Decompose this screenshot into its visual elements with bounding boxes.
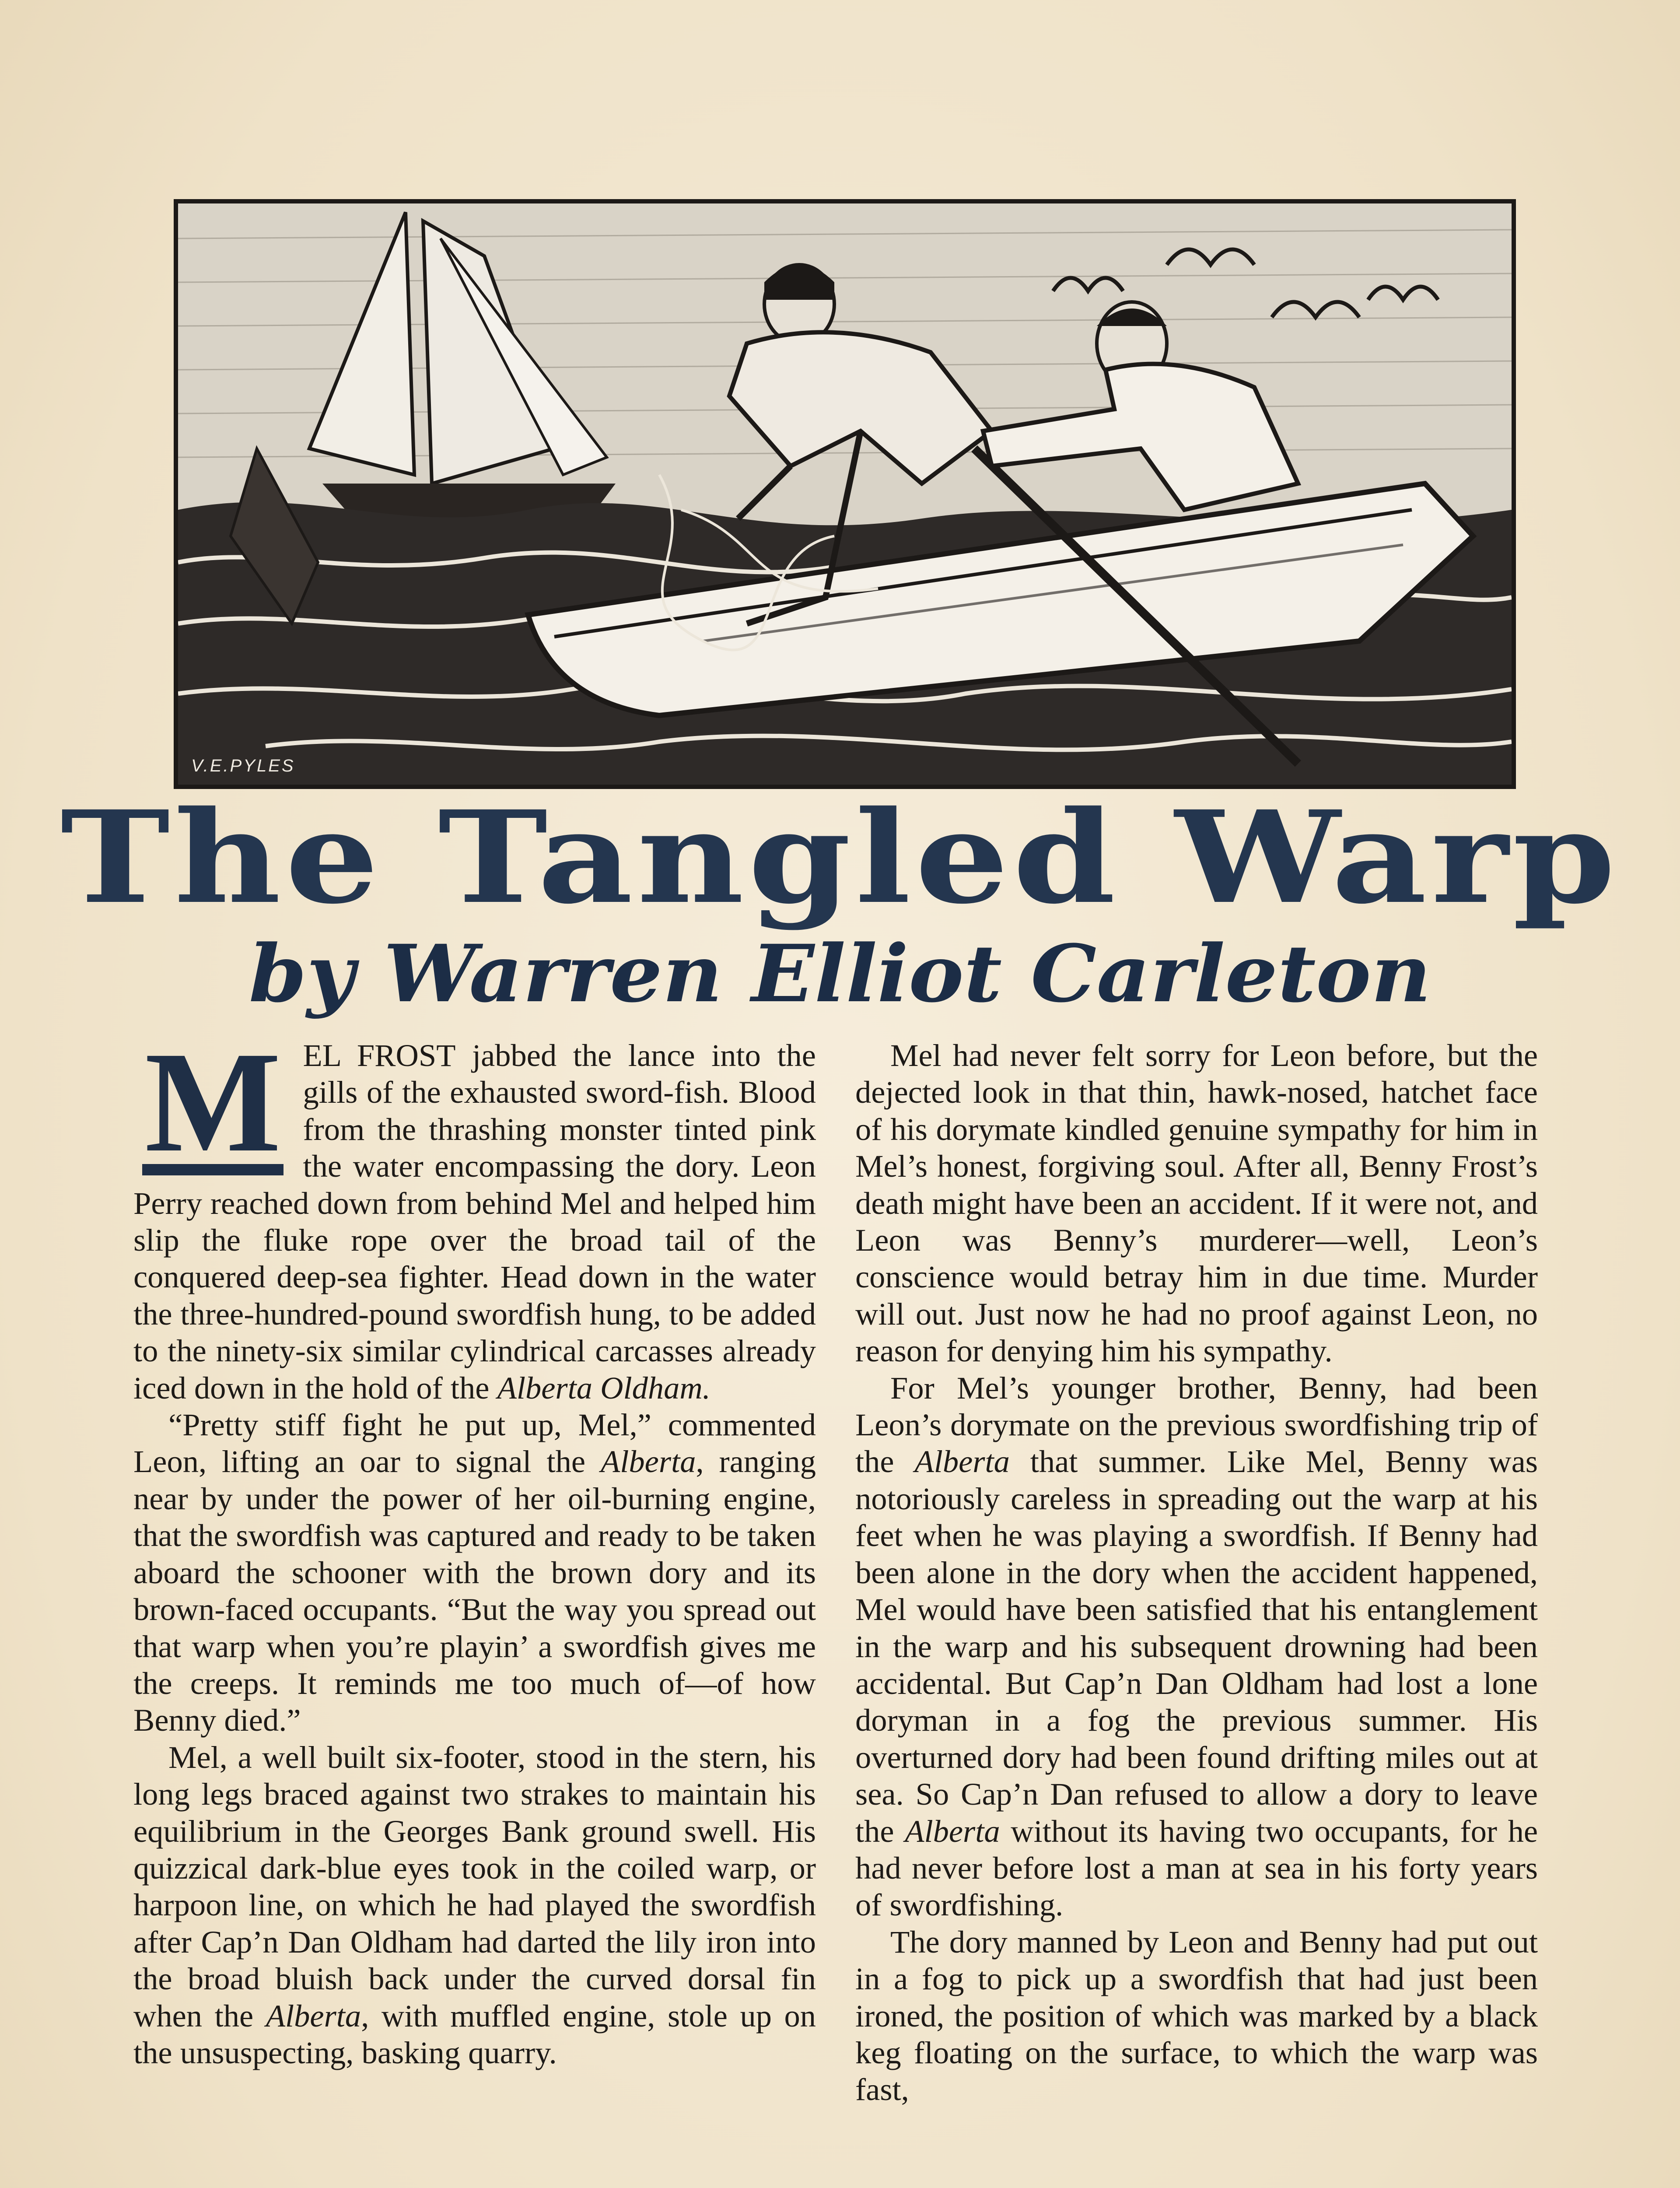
lead-in: EL FROST: [303, 1038, 456, 1073]
paragraph-1: [133, 1022, 816, 1406]
story-title: The Tangled Warp: [60, 783, 1620, 932]
ship-name: Alberta: [914, 1444, 1010, 1480]
drop-cap: M: [142, 1043, 284, 1175]
ship-name: Alberta: [905, 1813, 1000, 1849]
paragraph-5-text-c: without its having two occupants, for he had never before lost a man at sea in his forty years of swordfishing.: [855, 1813, 1538, 1923]
header-illustration: [174, 199, 1516, 789]
paragraph-2-text-b: , ranging near by under the power of her oil-burning engine, that the swordfish was captured and ready to be taken aboard the schooner with the brown dory and its brown-faced occupants. “But the way you spread out that warp when you’re playin’ a swordfish gives me the creeps. It reminds me too much of—of how Benny died.”: [133, 1444, 816, 1738]
artist-signature: V.E.PYLES: [191, 756, 295, 775]
paragraph-5-text-a: For Mel’s younger brother, Benny, had been Leon’s dorymate on the previous swordfishing trip of the: [855, 1370, 1538, 1480]
ship-name: Alberta: [601, 1444, 696, 1480]
fishing-scene-icon: [178, 203, 1512, 785]
paragraph-2: [133, 1406, 816, 1739]
article-column-right: [855, 1037, 1538, 2108]
paragraph-3-text-b: , with muffled engine, stole up on the unsuspecting, basking quarry.: [133, 1998, 816, 2070]
paragraph-2-text-a: “Pretty stiff fight he put up, Mel,” commented Leon, lifting an oar to signal the: [133, 1407, 816, 1480]
paragraph-3-text-a: Mel, a well built six-footer, stood in the stern, his long legs braced against two strakes to maintain his equilibrium in the Georges Bank ground swell. His quizzical dark-blue eyes took in the coiled warp, or harpoon line, on which he had played the swordfish after Cap’n Dan Oldham had darted the lily iron into the broad bluish back under the curved dorsal fin when the: [133, 1739, 816, 2034]
author-byline: by Warren Elliot Carleton: [248, 928, 1432, 1020]
paragraph-3: [133, 1739, 816, 2072]
paragraph-5-text-b: that summer. Like Mel, Benny was notoriously careless in spreading out the warp at his feet when he was playing a swordfish. If Benny had been alone in the dory when the accident happened, Mel would have been satisfied that his entanglement in the warp and his subsequent drowning had been accidental. But Cap’n Dan Oldham had lost a lone doryman in a fog the previous summer. His overturned dory had been found drifting miles out at sea. So Cap’n Dan refused to allow a dory to leave the: [855, 1444, 1538, 1849]
paragraph-5: [855, 1370, 1538, 1924]
ship-name: Alberta: [266, 1998, 361, 2034]
article-column-left: [133, 1022, 816, 2071]
paragraph-1-text: jabbed the lance into the gills of the exhausted sword-fish. Blood from the thrashing monster tinted pink the water encompassing the dory. Leon Perry reached down from behind Mel and helped him slip the fluke rope over the broad tail of the conquered deep-sea fighter. Head down in the water the three-hundred-pound swordfish hung, to be added to the ninety-six similar cylindrical carcasses already iced down in the hold of the: [133, 1038, 816, 1406]
paragraph-6: The dory manned by Leon and Benny had put out in a fog to pick up a swordfish that had just been ironed, the position of which was marked by a black keg floating on the surface, to which the warp was fast,: [855, 1924, 1538, 2107]
paragraph-4: Mel had never felt sorry for Leon before, but the dejected look in that thin, hawk-nosed, hatchet face of his dorymate kindled genuine sympathy for him in Mel’s honest, forgiving soul. After all, Benny Frost’s death might have been an accident. If it were not, and Leon was Benny’s murderer—well, Leon’s conscience would betray him in due time. Murder will out. Just now he had no proof against Leon, no reason for denying him his sympathy.: [855, 1038, 1538, 1369]
ship-name: Alberta Oldham.: [497, 1370, 710, 1406]
